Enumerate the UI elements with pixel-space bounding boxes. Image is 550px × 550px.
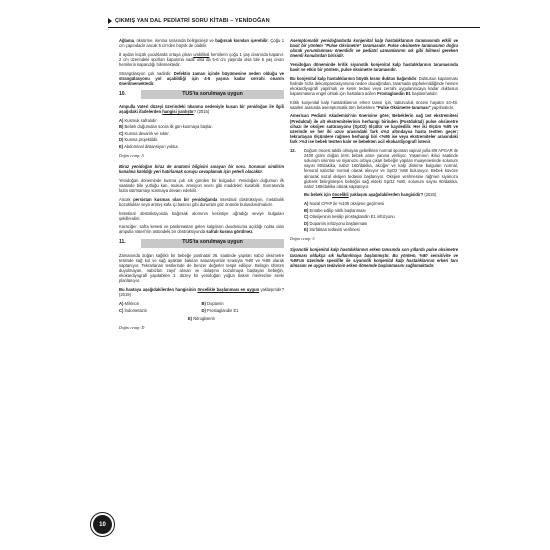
option-text: Olasijeninin kesilip prostaglandin E1 infüzyonu [309, 214, 395, 220]
text: (2020) [423, 192, 437, 198]
option-letter: C) [304, 214, 309, 220]
text: ? (2015) [193, 109, 210, 115]
option-letter: B) [201, 300, 206, 306]
question-header [119, 239, 284, 248]
options-grid [119, 301, 284, 315]
paragraph: Siyanotik konjenital kalp hastalıklarının erken tanısında son yıllarda pulse oksimetre taraması oldukça sık kullanılmaya başlanmıştır. Bu yöntem, %80 sensitivite ve %99'un üzerinde spesifite ile siyanotik konjenital kalp hastalıklarının erken tanı almasını ve uygun tedavinin erken dönemde başlanmasını sağlamaktadır. [290, 247, 458, 268]
page-header-title: ÇIKMIŞ YAN DAL PEDİATRİ SORU KİTABI – YENİDOĞAN [115, 18, 270, 24]
option-text: Abdominal distansiyon yoktur. [124, 143, 179, 149]
bold-text: Bu hastaya aşağıdakilerden hangisinin [119, 286, 198, 292]
option-text: Dopamin [207, 300, 224, 306]
answer-key: Doğru cevap: C [290, 237, 316, 242]
bold-text: Defektin zaman içinde büyümesine neden olduğu ve strangülasyonu yol açabildiği için 4-5 yaşına kadar cerrahi onarım önerilmemektedir. [119, 70, 284, 86]
text: Strangülasyon çok nadirdir. [119, 70, 174, 76]
bold-text: persistan kusmas olan bir yenidoğanda [133, 196, 218, 202]
underlined-text: hangisi yanlıştır [162, 109, 194, 115]
text: Kritik konjenital kalp hastalıklarının erken tanısı için, taburculuk öncesi hayatın 24-48. saatleri arasında asemptomatik tüm bebeklere [290, 99, 458, 110]
answer-key: Doğru cevap: A [119, 154, 144, 159]
text: başlanmalıdır. [410, 91, 438, 97]
paragraph: Yenidoğan döneminde kusma çok sık görülen bir bulgudur. Yenidoğan doğumun ilk saatinde bile yutluğu kan, mukus, amniyon sıvısı gibi maddeleri kusabilir. Sonrasında fazla süt/mamayı kusmaya devam edebilir. [119, 177, 284, 194]
option-text: Dopamin infüzyonu başlanması [309, 220, 368, 226]
text: 8 aydan küçük çocuklarda ortaya çıkan [119, 51, 194, 57]
header-rule [108, 27, 480, 28]
option-letter: E) [119, 143, 124, 149]
option [119, 308, 202, 313]
option [119, 124, 284, 129]
question-text: Doğum öncesi takibi olmayan gebelikten normal spontan vajinal yolla 8/9 APGAR ile 2400 gram doğan term bebek anne yanına veriliyor. Yaşamının ikinci saatinde solunum sıkıntısı ve siyanozu ortaya çıkan bebeğin yapılan muayenesinde solunum sayısı 80/dakika, nabız 160/dakika, akciğer ve kalp dinleme bulguları normal, femoral nabızlar normal olarak alınıyor ve SpO2 %88 bulunuyor. Bebek küvöze alınarak nazal oksijen tedavisi başlanıyor. Oksijen verilmesine rağmen siyanozu giderek belirginleşen bebeğin sağ eldeki SpO2 %80, solunum sayısı 80/dakika, nabız 180/dakika olarak saptanıyor. [304, 147, 458, 189]
question-prompt [290, 192, 458, 197]
option-letter: B) [304, 207, 309, 213]
text: Ancak [119, 196, 134, 202]
option [202, 308, 285, 313]
option [119, 144, 284, 149]
option-letter: D) [304, 220, 309, 226]
option-text: Kusma devamlı ve sıktır. [124, 130, 170, 136]
options-list [119, 118, 284, 149]
option [304, 201, 458, 206]
option-letter: C) [119, 130, 124, 136]
option-text: Milrinon [124, 300, 140, 306]
question-header [119, 90, 284, 99]
option [119, 137, 284, 142]
question-tag: TUS'ta sorulmaya uygun [141, 90, 284, 99]
bold-text: Bu konjenital kalp hastalıklarının büyük kısmı duktus bağımlıdır [290, 75, 417, 81]
options-list [290, 201, 458, 232]
option-letter: A) [304, 200, 309, 206]
option-letter: A) [119, 117, 124, 123]
option [304, 214, 458, 219]
option-letter: A) [119, 300, 124, 306]
paragraph [290, 100, 458, 110]
bold-text: Prostaglandin E1 [377, 91, 411, 97]
bold-text: Ampulla Vateri düzeyi üzerindeki tıkanma nedeniyle kusan bir yenidoğan ile ilgili aşağıdaki ifadelerden [119, 104, 284, 115]
paragraph [290, 76, 458, 97]
bold-text: bağırsak kısmları içerebilir [215, 38, 268, 43]
text: . Çoğu 1 cm çapındadır ancak 5 cm'den büyük de olabilir. [119, 38, 284, 49]
option-letter: C) [119, 308, 124, 314]
triangle-bullet-icon [108, 18, 112, 24]
underlined-text: umbilikal [193, 51, 210, 57]
text: . Duktusun kapanması halinde hızla dekompanzasyonuna neden olacağından, taramada şüphelenildiğinde hemen ekokardiyografi yapılmalı ve kesin tedavi veya cerrahi uygulanıncaya kadar duktusun kapanmasına engel olmak için hastalara acilen [290, 75, 458, 97]
paragraph: İntestinal obstrüksiyonda bağırsak akımının kesintiye uğradığı seviye bulguları şekillendirir. [119, 210, 284, 221]
option-text: Entübe edilip nitrik başlanması [309, 207, 366, 213]
paragraph [119, 224, 284, 234]
option-text: Nitrogliserin [193, 315, 216, 321]
paragraph: Asemptomatik yenidoğanlarda konjenital kalp hastalıklarının taramasında etkili ve basit bir yöntem "Pulse Oksimetre" taramasıdır. Pulse oksimetre taramasının doğru olarak yorumlanması önemlidir ve pediatri uzmanlarının sık gibi bilmesi gereken önemli konulardan birisidir. [290, 38, 458, 59]
option [119, 118, 284, 123]
option-letter: E) [187, 315, 193, 321]
text: hernilerin çoğu 1 yaş civarında kapanır. 2 cm üzerindeki sporları kapanma nadir olsa da 5-6 cm yaşında olsa bile 5 yaş civarı hernilerin kapandığı bilinmektedir. [119, 51, 284, 68]
page-header [108, 14, 478, 28]
option [304, 208, 458, 213]
option [119, 316, 284, 321]
option-letter: E) [304, 227, 309, 233]
option-text: Kusma projektildir. [124, 137, 159, 143]
bold-text: yaklaşım aşağıdakilerden hangisidir? [348, 192, 424, 198]
option [119, 301, 202, 306]
text: , öksürme, ıkınma sırasında belirginleşir ve [133, 38, 216, 43]
option [304, 227, 458, 232]
question-number: 11. [119, 239, 126, 246]
paragraph [119, 38, 284, 48]
underlined-text: öncelikli [332, 192, 349, 198]
page-number: 10 [93, 515, 112, 534]
option-text: Kusmuk safralıdır. [124, 117, 158, 123]
question-prompt [119, 287, 284, 297]
underlined-text: öncelikle başlanması en uygun [197, 286, 260, 292]
question-12 [290, 148, 458, 189]
left-column [119, 38, 284, 336]
text: intestinal obstrüksiyon, metabolik bozukluklar veya artmış kafa içi basıncı gibi durumlar göz önünde bulundurulmalıdır. [119, 196, 284, 207]
question-number: 12. [290, 147, 296, 153]
paragraph [119, 71, 284, 86]
option [202, 301, 285, 306]
question-text [119, 104, 284, 114]
paragraph [119, 197, 284, 207]
option-letter: B) [119, 124, 124, 130]
text: yaklaşımdır? (2019) [119, 286, 284, 297]
question-number: 10. [119, 90, 126, 97]
paragraph: Biraz yenidoğan biraz de anatomi bilgisini sınayan bir soru. Sorunun sindirim kanalına katıldığı yeri hatırlamak soruyu cevaplamak için yeterli olacaktır. [119, 164, 284, 175]
option-text: İndometazin [124, 308, 148, 314]
option [119, 131, 284, 136]
bold-text: Ağlama [119, 38, 134, 43]
text: . [252, 229, 254, 235]
question-text: Zamanında doğan sağlıklı bir bebeğe postnatal 36. saatinde yapılan nabız oksimetre testinde sağ kol ve sağ ayaktan bakılan saturasyonlar sırasıyla %90 ve %88 olarak saptanıyor. Tekrarlanan testlerinde de benzer değerler tespit ediliyor. Belirgin üfürüm duyulmayan, nabızları zayıf alınan ve dolaşımı bozulmaya başlayan bebeğin, ekokardiyografi yapılabilen 3. düzey bir yenidoğan yoğun bakım merkezine sevki planlanıyor. [119, 252, 284, 284]
option-text: Sürfaktan tedavisi verilmesi [309, 227, 360, 233]
paragraph: Yenidoğan döneminde kritik siyanotik konjenital kalp hastalıklarının taramasında basit ve etkin bir yöntem, pulse oksimetre taramasıdır. [290, 62, 458, 73]
answer-key: Doğru cevap: D [119, 325, 145, 330]
option-text: Bebek doğumdan sonra ilk gün kusmaya başlar. [124, 124, 213, 130]
text: yapılmalıdır. [430, 104, 455, 110]
question-tag: TUS'ta sorulmaya uygun [141, 239, 284, 248]
bold-text: "Pulse Oksimetre taraması" [376, 104, 431, 110]
option-letter: D) [201, 308, 206, 314]
paragraph: American Pediatri Akademisi'nin önerisine göre; Bebeklerin sağ üst ekstremitesi (Preduktal) ile alt ekstremitelerinin herhangi birinden (Postduktal) pulse oksimetre cihazı ile oksijen satürasyonu (SpO2) ölçülür ve kaydedilir. Her iki ölçüm %95 ve üzerinde ve her iki uzuv arasındaki fark ≤%3 altındaysa hasta testten geçer; tekrarlayan ölçümlere rağmen herhangi biri <%95 ise veya ekstremiteler arasındaki fark >%3 ise bebek testten kalır ve bebekten acil ekokardiyografi istenir. [290, 113, 458, 145]
text: Karaciğer, safra kesesi ve pankreastan gelen salgıların duodenuma açıldığı nokta olan ampulla Vateri'nin üstündeki bir obstrüksiyonda [119, 224, 284, 235]
option-text: Prostaglandin E1 [207, 308, 239, 314]
option-text: Nazal CPAP ile %100 oksijene geçilmesi [309, 200, 384, 206]
paragraph [119, 52, 284, 67]
right-column [290, 38, 458, 271]
option [304, 221, 458, 226]
bold-text: safralı kusma görülmez [206, 229, 253, 235]
bold-text: Bu bebek için [304, 192, 333, 198]
option-letter: D) [119, 137, 124, 143]
